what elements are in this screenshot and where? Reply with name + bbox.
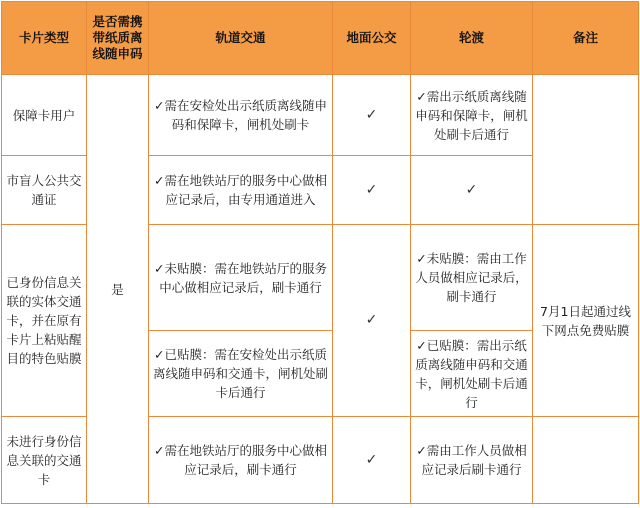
ferry-cell [411,331,533,417]
rail-text: ✓需在安检处出示纸质离线随申码和保障卡，闸机处刷卡 [154,98,327,132]
rail-cell [149,225,333,331]
remarks-cell [533,225,639,417]
card-type-text: 未进行身份信息关联的交通卡 [6,433,82,487]
check-icon: ✓ [365,312,378,328]
check-icon: ✓ [365,451,378,468]
header-remarks: 备注 [533,2,639,75]
transit-card-table [1,1,639,504]
header-rail: 轨道交通 [149,2,333,75]
header-qr-required [87,2,149,75]
card-type-text: 保障卡用户 [12,107,76,123]
card-type-cell [2,156,87,225]
table-row-security-card [2,75,639,156]
header-ferry: 轮渡 [411,2,533,75]
rail-text: ✓已贴膜：需在安检处出示纸质离线随申码和交通卡，闸机处刷卡后通行 [153,347,329,400]
card-type-text: 已身份信息关联的实体交通卡，并在原有卡片上粘贴醒目的特色贴膜 [6,275,82,366]
header-row [2,2,639,75]
header-card-type: 卡片类型 [2,2,87,75]
qr-required-value: 是 [111,281,124,297]
ferry-text: ✓未贴膜：需由工作人员做相应记录后，刷卡通行 [415,251,528,304]
remarks-text: 7月1日起通过线下网点免费贴膜 [540,303,631,338]
bus-cell [333,156,411,225]
card-type-cell [2,75,87,156]
remarks-cell-empty [533,75,639,225]
header-qr-required-label: 是否需携带纸质离线随申码 [92,14,143,61]
ferry-text: ✓需由工作人员做相应记录后刷卡通行 [416,443,527,477]
rail-cell [149,417,333,504]
ferry-cell [411,225,533,331]
bus-cell [333,417,411,504]
rail-cell [149,75,333,156]
remarks-cell-empty [533,417,639,504]
card-type-cell [2,225,87,417]
check-icon: ✓ [465,181,478,198]
ferry-cell [411,75,533,156]
qr-required-cell [87,75,149,504]
header-bus: 地面公交 [333,2,411,75]
ferry-cell [411,417,533,504]
rail-text: ✓需在地铁站厅的服务中心做相应记录后，由专用通道进入 [154,173,327,207]
bus-cell [333,225,411,417]
rail-text: ✓需在地铁站厅的服务中心做相应记录后，刷卡通行 [154,443,327,477]
bus-cell [333,75,411,156]
check-icon: ✓ [365,181,378,198]
ferry-text: ✓已贴膜：需出示纸质离线随申码和交通卡，闸机处刷卡后通行 [415,337,528,410]
card-type-cell [2,417,87,504]
rail-text: ✓未贴膜：需在地铁站厅的服务中心做相应记录后，刷卡通行 [154,260,327,295]
ferry-cell [411,156,533,225]
rail-cell [149,156,333,225]
card-type-text: 市盲人公共交通证 [6,173,82,207]
check-icon: ✓ [365,106,378,123]
rail-cell [149,331,333,417]
ferry-text: ✓需出示纸质离线随申码和保障卡，闸机处刷卡后通行 [415,88,528,142]
